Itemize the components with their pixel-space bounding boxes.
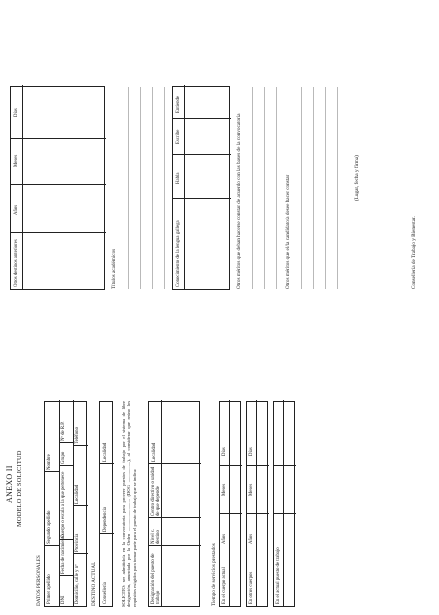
address-label: Domicilio, calle y nº [75, 564, 80, 604]
previous-days-col: Días [14, 108, 19, 117]
service-row-current-body: En el cuerpo actual [222, 567, 227, 604]
request-paragraph: SOLICITO: ser admitido/a en la convocatoria para proveer puestos de trabajo por el sistema de libre designación, anunciada por la Orden ............................ (DOG ..................), al considerar que reúno los requisitos exigidos para tomar parte para el puesto de trabajo que se indica: [121, 401, 137, 607]
service-time-title: Tiempo de servicios prestados [211, 543, 217, 606]
service-row-other-bodies: En otros cuerpos [249, 571, 254, 604]
current-post-table [99, 401, 113, 607]
province-label: Provincia [75, 533, 80, 552]
second-surname-label: Segundo apellido [47, 510, 52, 544]
merits-label: Otros méritos que deban hacerse constar de acuerdo con las bases de la convocatoria [236, 113, 242, 289]
ministry-label: Consellería [103, 582, 108, 604]
body-label: Cuerpo o escala a la que pertenece [61, 471, 66, 538]
understands-col: Entiende [176, 95, 181, 113]
writes-col: Escribe [176, 129, 181, 144]
service-other-bodies-table [246, 401, 268, 607]
post-designation-header: Designación del puesto de trabajo [151, 553, 162, 604]
other-merits-label: Otros méritos que el/la candidato/a desee hacer constar [285, 174, 291, 289]
years-col-label: Años [222, 533, 227, 544]
name-label: Nombre [47, 454, 52, 470]
previous-posts-table [10, 86, 105, 290]
speaks-col: Habla [176, 172, 181, 184]
form-title: MODELO DE SOLICITUD [16, 450, 23, 527]
academic-titles-label: Títulos académicos [111, 248, 117, 289]
post-locality-header: Localidad [152, 442, 157, 462]
service-current-post-table [273, 401, 295, 607]
department-label: Dependencia [103, 506, 108, 532]
previous-months-col: Meses [14, 154, 19, 167]
galician-language-label: Conocimiento de la lengua gallega [176, 220, 181, 287]
months-col-label: Meses [222, 483, 227, 496]
galician-language-table [172, 86, 230, 290]
phone-label: Teléfono [75, 427, 80, 444]
current-locality-label: Localidad [103, 442, 108, 462]
personal-section-title: DATOS PERSONALES [36, 555, 42, 606]
post-center-header: Centro directivo o unidad de que depende [151, 466, 162, 516]
service-row-current-post: En el actual puesto de trabajo [276, 547, 281, 604]
group-label: Grupo [61, 451, 66, 464]
days-col-label: Días [249, 447, 254, 456]
signature-label: (Lugar, fecha y firma) [354, 155, 360, 201]
years-col-label: Años [249, 533, 254, 544]
post-level-header: Nivel c. destino [151, 528, 162, 544]
service-current-body-table [219, 401, 241, 607]
previous-posts-label: Otros destinos anteriores [14, 239, 19, 287]
dni-label: DNI [61, 595, 66, 604]
post-table [148, 401, 200, 607]
recipient-footer: Consellería de Trabajo y Bienestar. [411, 216, 417, 289]
previous-years-col: Años [14, 204, 19, 215]
months-col-label: Meses [249, 483, 254, 496]
nrp-label: Nº de R.P. [61, 421, 66, 441]
personal-data-table [44, 401, 87, 607]
birth-date-label: Fecha de nacimiento [61, 534, 66, 574]
annex-label: ANEXO II [5, 465, 14, 503]
locality-label: Localidad [75, 484, 80, 504]
current-post-section-title: DESTINO ACTUAL [91, 561, 97, 606]
first-surname-label: Primer apellido [47, 574, 52, 604]
days-col-label: Días [222, 447, 227, 456]
